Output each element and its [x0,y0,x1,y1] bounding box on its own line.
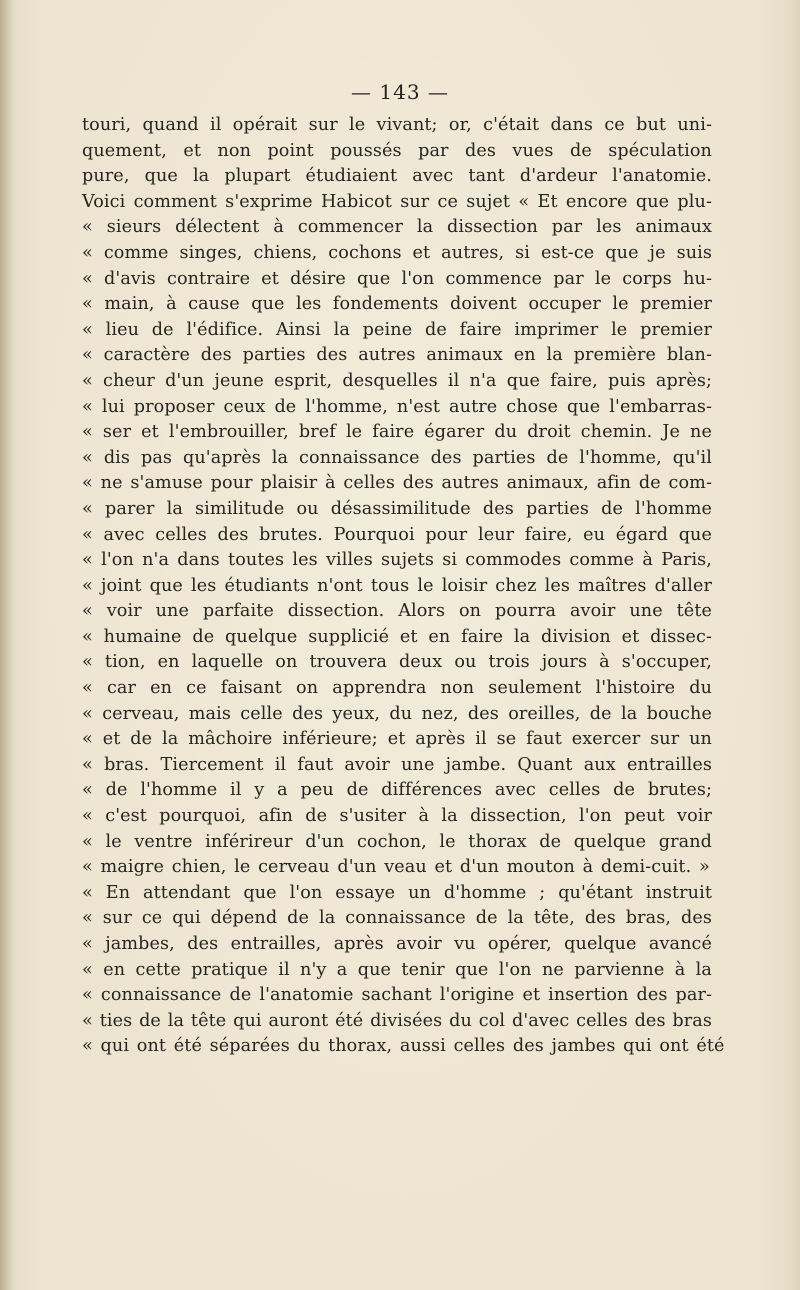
page-binding-edge [0,0,14,1290]
text-line: « de l'homme il y a peu de différences avec celles de brutes; [82,780,712,801]
text-line: « lui proposer ceux de l'homme, n'est autre chose que l'embarras- [82,396,712,417]
text-line: « dis pas qu'après la connaissance des parties de l'homme, qu'il [82,447,712,468]
text-line: « sur ce qui dépend de la connaissance de la tête, des bras, des [82,908,712,929]
text-line: « lieu de l'édifice. Ainsi la peine de faire imprimer le premier [82,319,712,340]
text-line: « tion, en laquelle on trouvera deux ou trois jours à s'occuper, [82,652,712,673]
text-line: « main, à cause que les fondements doivent occuper le premier [82,294,712,315]
text-line: « humaine de quelque supplicié et en faire la division et dissec- [82,626,712,647]
text-line: « en cette pratique il n'y a que tenir que l'on ne parvienne à la [82,959,712,980]
text-line: « ties de la tête qui auront été divisées du col d'avec celles des bras [82,1010,712,1031]
text-line: « cheur d'un jeune esprit, desquelles il n'a que faire, puis après; [82,370,712,391]
text-line: « En attendant que l'on essaye un d'homme ; qu'étant instruit [82,882,712,903]
page-number: — 143 — [351,80,449,104]
text-line: « bras. Tiercement il faut avoir une jambe. Quant aux entrailles [82,754,712,775]
text-line: « c'est pourquoi, afin de s'usiter à la dissection, l'on peut voir [82,806,712,827]
text-line: « le ventre inférireur d'un cochon, le thorax de quelque grand [82,831,712,852]
text-line: pure, que la plupart étudiaient avec tant d'ardeur l'anatomie. [82,166,712,187]
text-line: « avec celles des brutes. Pourquoi pour leur faire, eu égard que [82,524,712,545]
text-line: « l'on n'a dans toutes les villes sujets si commodes comme à Paris, [82,550,712,571]
text-line: « joint que les étudiants n'ont tous le loisir chez les maîtres d'aller [82,575,712,596]
text-line: « caractère des parties des autres animaux en la première blan- [82,345,712,366]
text-line: « qui ont été séparées du thorax, aussi celles des jambes qui ont été [82,1036,725,1057]
text-line: « d'avis contraire et désire que l'on commence par le corps hu- [82,268,712,289]
text-line: « voir une parfaite dissection. Alors on pourra avoir une tête [82,601,712,622]
text-line: « car en ce faisant on apprendra non seulement l'histoire du [82,678,712,699]
text-line: « cerveau, mais celle des yeux, du nez, des oreilles, de la bouche [82,703,712,724]
text-line: « jambes, des entrailles, après avoir vu opérer, quelque avancé [82,934,712,954]
text-line: « comme singes, chiens, cochons et autres, si est-ce que je suis [82,242,712,263]
text-line: « parer la similitude ou désassimilitude des parties de l'homme [82,498,712,519]
text-line: « et de la mâchoire inférieure; et après il se faut exercer sur un [82,729,712,750]
text-line: Voici comment s'exprime Habicot sur ce sujet « Et encore que plu- [82,191,712,212]
text-line: quement, et non point poussés par des vues de spéculation [82,140,712,161]
text-line: « ne s'amuse pour plaisir à celles des autres animaux, afin de com- [82,473,712,494]
text-line: « ser et l'embrouiller, bref le faire égarer du droit chemin. Je ne [82,422,712,443]
text-line: touri, quand il opérait sur le vivant; or, c'était dans ce but uni- [82,115,712,135]
text-line: « maigre chien, le cerveau d'un veau et d'un mouton à demi-cuit. » [82,857,710,878]
body-text [82,113,725,1060]
text-line: « connaissance de l'anatomie sachant l'origine et insertion des par- [82,985,712,1006]
text-line: « sieurs délectent à commencer la dissection par les animaux [82,217,712,238]
